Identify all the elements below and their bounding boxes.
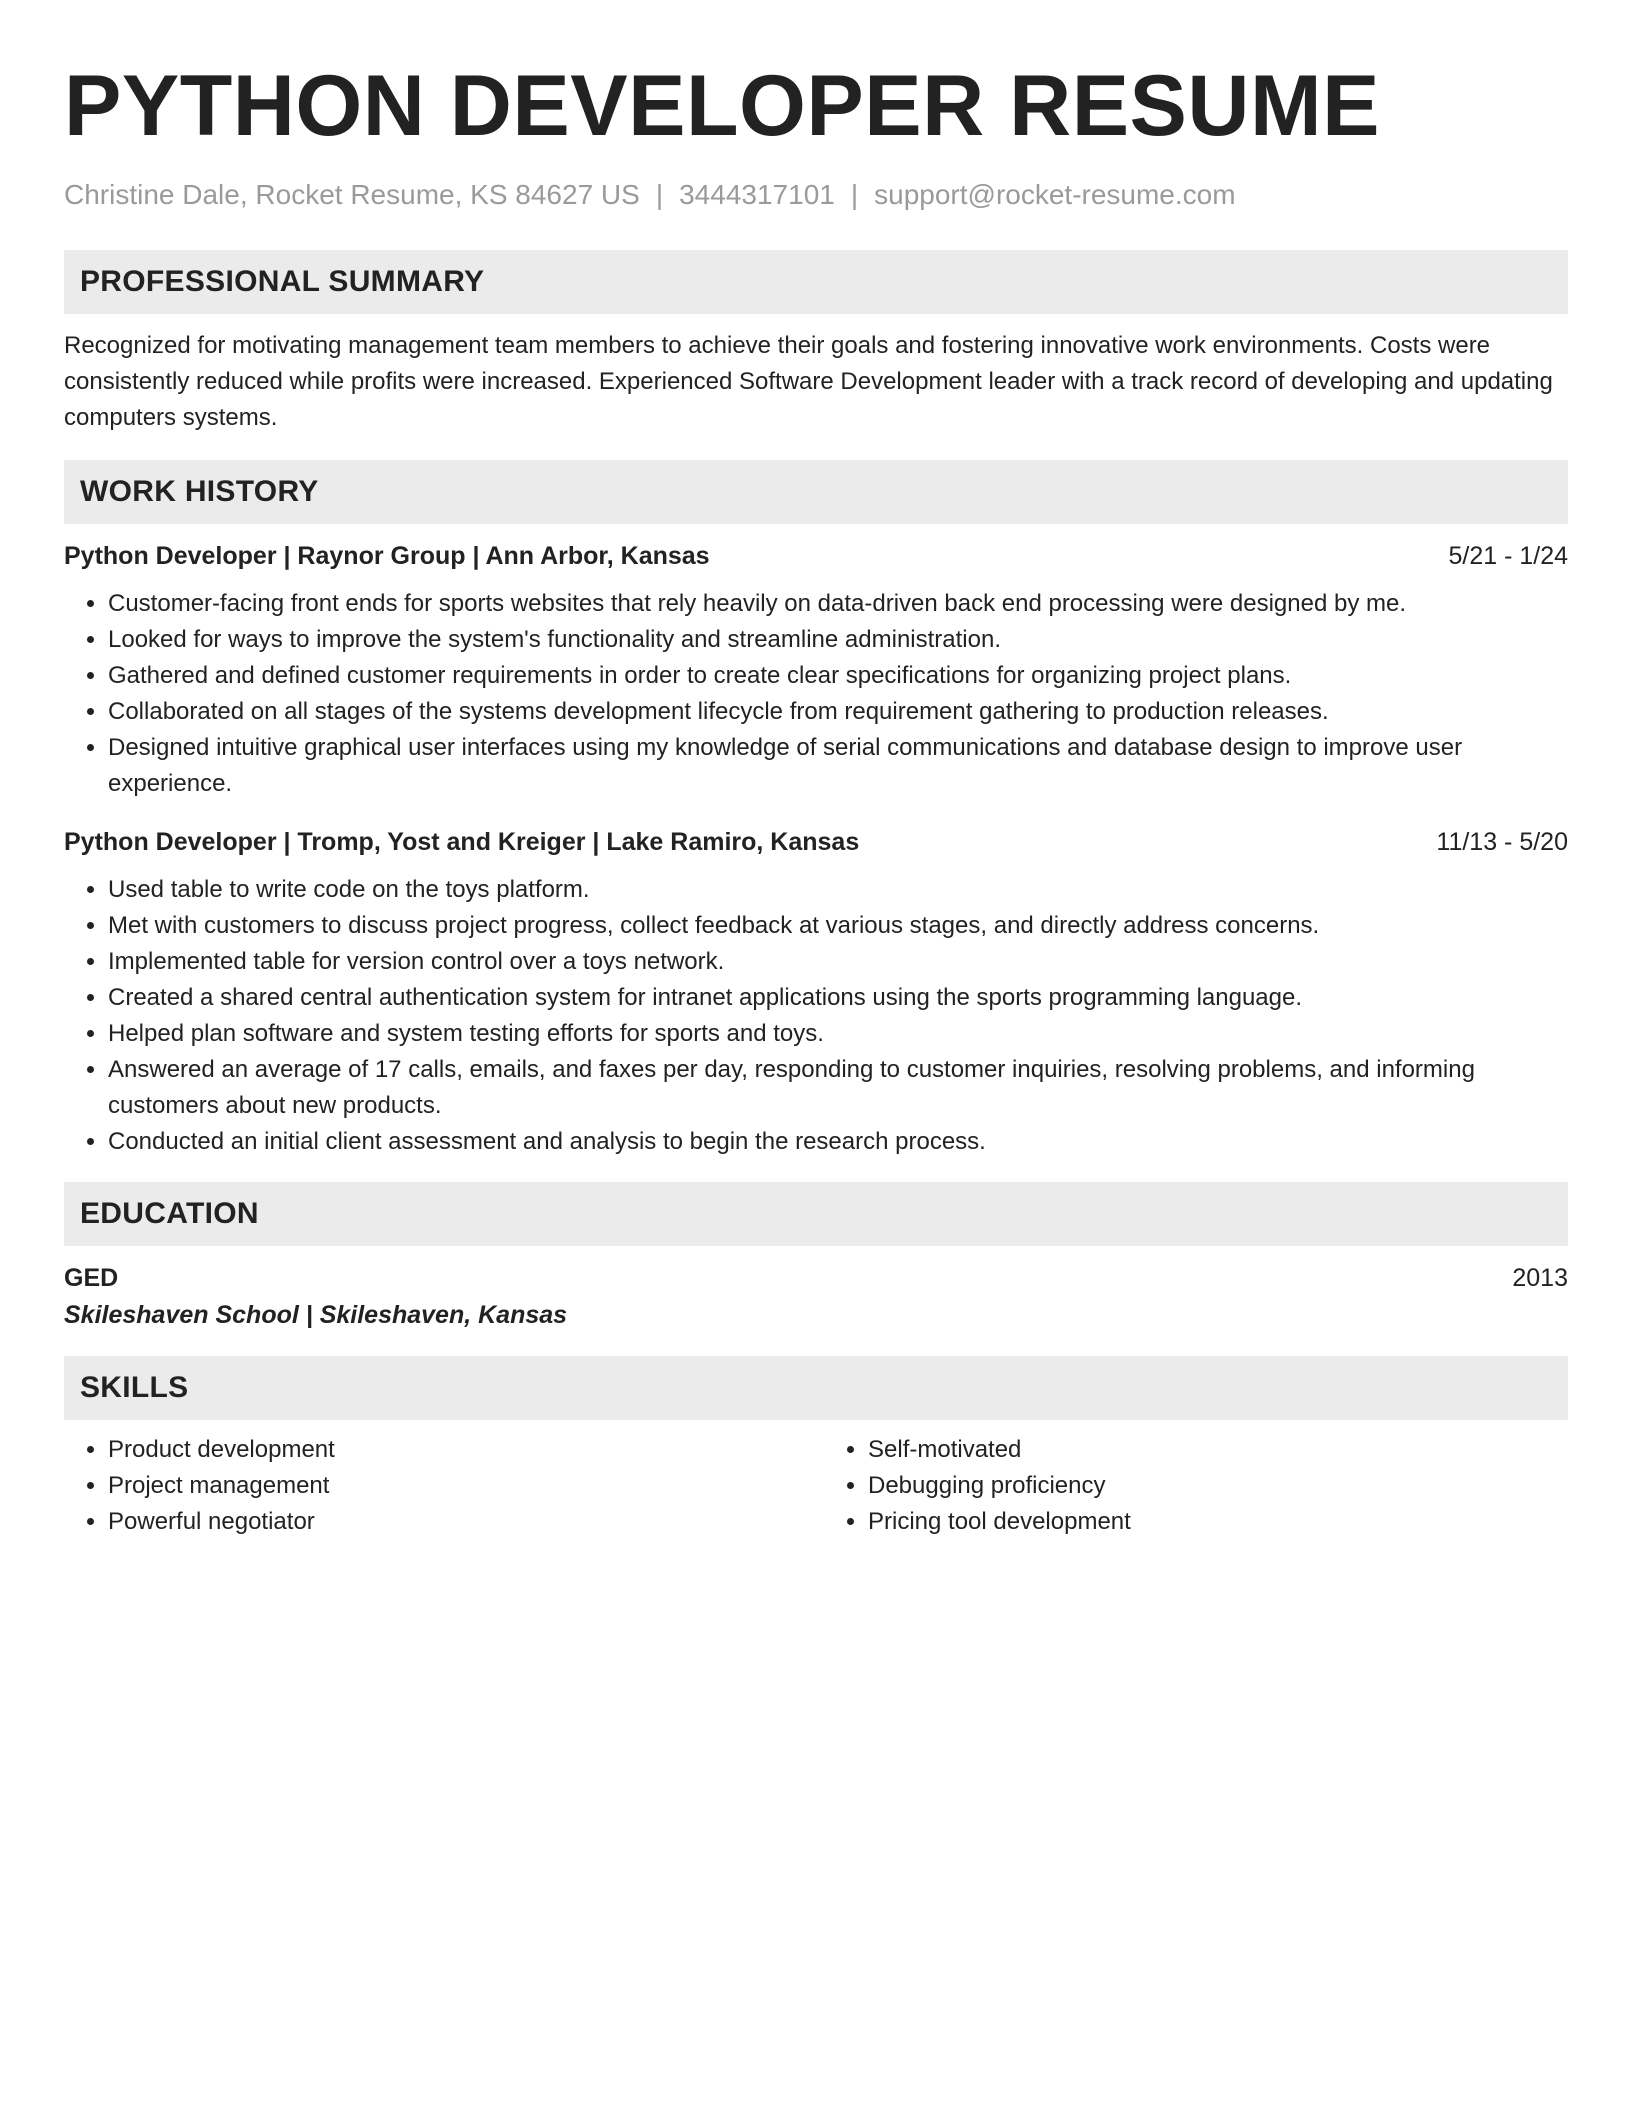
job-bullets [64, 586, 1568, 802]
list-item: • Designed intuitive graphical user interfaces using my knowledge of serial communications and database design to improve user experience. [108, 730, 1568, 802]
education-header [64, 1260, 1568, 1296]
education-entry [64, 1260, 1568, 1334]
section-header-education [64, 1182, 1568, 1246]
list-item: • Gathered and defined customer requirements in order to create clear specifications for organizing project plans. [108, 658, 1568, 694]
section-title: WORK HISTORY [80, 475, 319, 508]
list-item: • Created a shared central authentication system for intranet applications using the sports programming language. [108, 980, 1568, 1016]
skill-item: • Project management [108, 1468, 816, 1504]
page-title: PYTHON DEVELOPER RESUME [64, 58, 1381, 154]
skill-item: • Self-motivated [868, 1432, 1568, 1468]
job-title: Python Developer | Tromp, Yost and Kreiger | Lake Ramiro, Kansas [64, 828, 860, 856]
summary-text: Recognized for motivating management team members to achieve their goals and fostering innovative work environments. Costs were consistently reduced while profits were increased. Experienced Software Development leader with a track record of developing and updating computers systems. [64, 332, 1553, 431]
section-header-work-history [64, 460, 1568, 524]
skill-item: • Pricing tool development [868, 1504, 1568, 1540]
job-dates: 5/21 - 1/24 [1448, 542, 1568, 570]
list-item: • Implemented table for version control over a toys network. [108, 944, 1568, 980]
skill-item: • Debugging proficiency [868, 1468, 1568, 1504]
job-header [64, 538, 1568, 574]
section-title: SKILLS [80, 1371, 189, 1404]
skills-grid [64, 1432, 1568, 1540]
contact-name-address: Christine Dale, Rocket Resume, KS 84627 US [64, 179, 640, 210]
contact-email: support@rocket-resume.com [874, 179, 1236, 210]
list-item: • Answered an average of 17 calls, emails, and faxes per day, responding to customer inquiries, resolving problems, and informing customers about new products. [108, 1052, 1568, 1124]
contact-separator: | [850, 179, 859, 210]
list-item: • Met with customers to discuss project progress, collect feedback at various stages, and directly address concerns. [108, 908, 1568, 944]
job-bullets [64, 872, 1568, 1160]
list-item: • Collaborated on all stages of the systems development lifecycle from requirement gathering to production releases. [108, 694, 1568, 730]
skill-item: • Powerful negotiator [108, 1504, 816, 1540]
degree: GED [64, 1264, 119, 1292]
section-title: EDUCATION [80, 1197, 259, 1230]
contact-phone: 3444317101 [679, 179, 835, 210]
job-header [64, 824, 1568, 860]
skills-column-left [64, 1432, 816, 1540]
section-header-summary [64, 250, 1568, 314]
contact-separator: | [655, 179, 664, 210]
education-year: 2013 [1512, 1264, 1568, 1292]
list-item: • Conducted an initial client assessment and analysis to begin the research process. [108, 1124, 1568, 1160]
list-item: • Used table to write code on the toys platform. [108, 872, 1568, 908]
job-title: Python Developer | Raynor Group | Ann Arbor, Kansas [64, 542, 710, 570]
section-title: PROFESSIONAL SUMMARY [80, 265, 485, 298]
list-item: • Helped plan software and system testing efforts for sports and toys. [108, 1016, 1568, 1052]
list-item: • Looked for ways to improve the system's functionality and streamline administration. [108, 622, 1568, 658]
contact-line [64, 178, 1568, 212]
job-entry [64, 824, 1568, 1160]
skill-item: • Product development [108, 1432, 816, 1468]
job-entry [64, 538, 1568, 802]
job-dates: 11/13 - 5/20 [1436, 828, 1568, 856]
list-item: • Customer-facing front ends for sports websites that rely heavily on data-driven back end processing were designed by me. [108, 586, 1568, 622]
school-name: Skileshaven School | Skileshaven, Kansas [64, 1301, 568, 1329]
section-header-skills [64, 1356, 1568, 1420]
skills-column-right [816, 1432, 1568, 1540]
